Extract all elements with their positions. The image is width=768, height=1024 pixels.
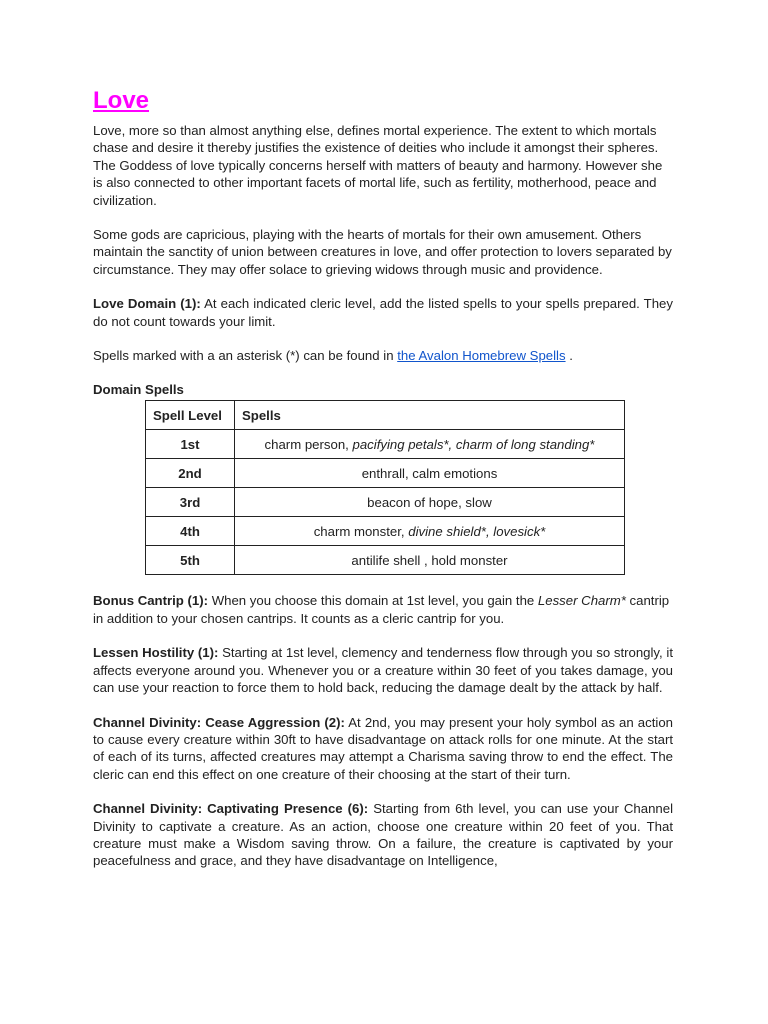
- cease-aggression-text: At 2nd, you may present your holy symbol as an action to cause every creature within 30ft to have disadvantage on attack rolls for one minute. At the start of each of its turns, affected creatures may attempt a Charisma saving throw to end the effect. The cleric can end this effect on one creature of their choosing at the start of their turn.: [93, 714, 673, 782]
- table-row: [146, 488, 625, 517]
- asterisk-note-end: .: [565, 348, 573, 364]
- asterisk-note-text: Spells marked with a an asterisk (*) can be found in: [93, 348, 398, 364]
- spells-italic: pacifying petals*, charm of long standing*: [352, 436, 595, 452]
- domain-spells-caption: Domain Spells: [93, 382, 184, 398]
- document-content: [93, 86, 673, 887]
- cease-aggression-paragraph: [93, 714, 673, 784]
- spell-level-cell: 2nd: [146, 459, 235, 488]
- love-domain-text: At each indicated cleric level, add the listed spells to your spells prepared. They do not count towards your limit.: [93, 296, 673, 329]
- page-title: Love: [93, 87, 150, 114]
- love-domain-heading: Love Domain (1):: [93, 296, 201, 312]
- spells-plain: beacon of hope, slow: [367, 494, 492, 510]
- captivating-presence-text: Starting from 6th level, you can use your Channel Divinity to captivate a creature. As an action, choose one creature within 20 feet of you. That creature must make a Wisdom saving throw. On a failure, the creature is captivated by your peacefulness and grace, and they have disadvantage on Intelligence,: [93, 801, 674, 869]
- lessen-hostility-text: Starting at 1st level, clemency and tenderness flow through you so strongly, it affects everyone around you. Whenever you or a creature within 30 feet of you takes damage, you can use your reaction to force them to hold back, reducing the damage dealt by the attack by half.: [93, 645, 673, 696]
- table-row: [146, 517, 625, 546]
- spells-cell: [235, 459, 625, 488]
- table-row: [146, 546, 625, 575]
- lessen-hostility-heading: Lessen Hostility (1):: [93, 645, 219, 661]
- intro-paragraph-1: Love, more so than almost anything else, defines mortal experience. The extent to which mortals chase and desire it thereby justifies the existence of deities who include it amongst their spheres. The Goddess of love typically concerns herself with matters of beauty and harmony. However she is also connected to other important facets of mortal life, such as fertility, motherhood, peace and civilization.: [93, 123, 663, 208]
- spells-cell: [235, 546, 625, 575]
- intro-paragraph-2: Some gods are capricious, playing with the hearts of mortals for their own amusement. Others maintain the sanctity of union between creatures in love, and offer protection to lovers separated by circumstance. They may offer solace to grieving widows through music and providence.: [93, 227, 672, 277]
- domain-spells-table: [145, 400, 625, 575]
- bonus-cantrip-text-end: cantrip in addition to your chosen cantrips. It counts as a cleric cantrip for you.: [93, 593, 670, 626]
- lessen-hostility-paragraph: [93, 644, 673, 696]
- avalon-homebrew-spells-link[interactable]: the Avalon Homebrew Spells: [397, 348, 566, 364]
- table-row: [146, 459, 625, 488]
- spell-level-cell: 1st: [146, 430, 235, 459]
- spells-italic: divine shield*, lovesick*: [408, 523, 546, 539]
- spell-level-cell: 4th: [146, 517, 235, 546]
- table-header-row: [146, 401, 625, 430]
- asterisk-note: [93, 347, 673, 364]
- bonus-cantrip-heading: Bonus Cantrip (1):: [93, 593, 209, 609]
- header-spell-level: Spell Level: [146, 401, 235, 430]
- spells-cell: [235, 430, 625, 459]
- captivating-presence-paragraph: [93, 800, 673, 870]
- spells-plain: antilife shell , hold monster: [351, 552, 508, 568]
- spell-level-cell: 5th: [146, 546, 235, 575]
- love-domain-paragraph: [93, 295, 673, 330]
- header-spells: Spells: [235, 401, 625, 430]
- bonus-cantrip-paragraph: [93, 592, 673, 627]
- spells-cell: [235, 517, 625, 546]
- bonus-cantrip-text: When you choose this domain at 1st level, you gain the: [208, 593, 538, 609]
- spells-cell: [235, 488, 625, 517]
- spell-level-cell: 3rd: [146, 488, 235, 517]
- table-row: [146, 430, 625, 459]
- spells-plain: charm monster,: [313, 523, 409, 539]
- cease-aggression-heading: Channel Divinity: Cease Aggression (2):: [93, 714, 345, 730]
- spells-plain: charm person,: [264, 436, 353, 452]
- captivating-presence-heading: Channel Divinity: Captivating Presence (6):: [93, 801, 369, 817]
- lesser-charm-italic: Lesser Charm*: [537, 593, 626, 609]
- spells-plain: enthrall, calm emotions: [361, 465, 498, 481]
